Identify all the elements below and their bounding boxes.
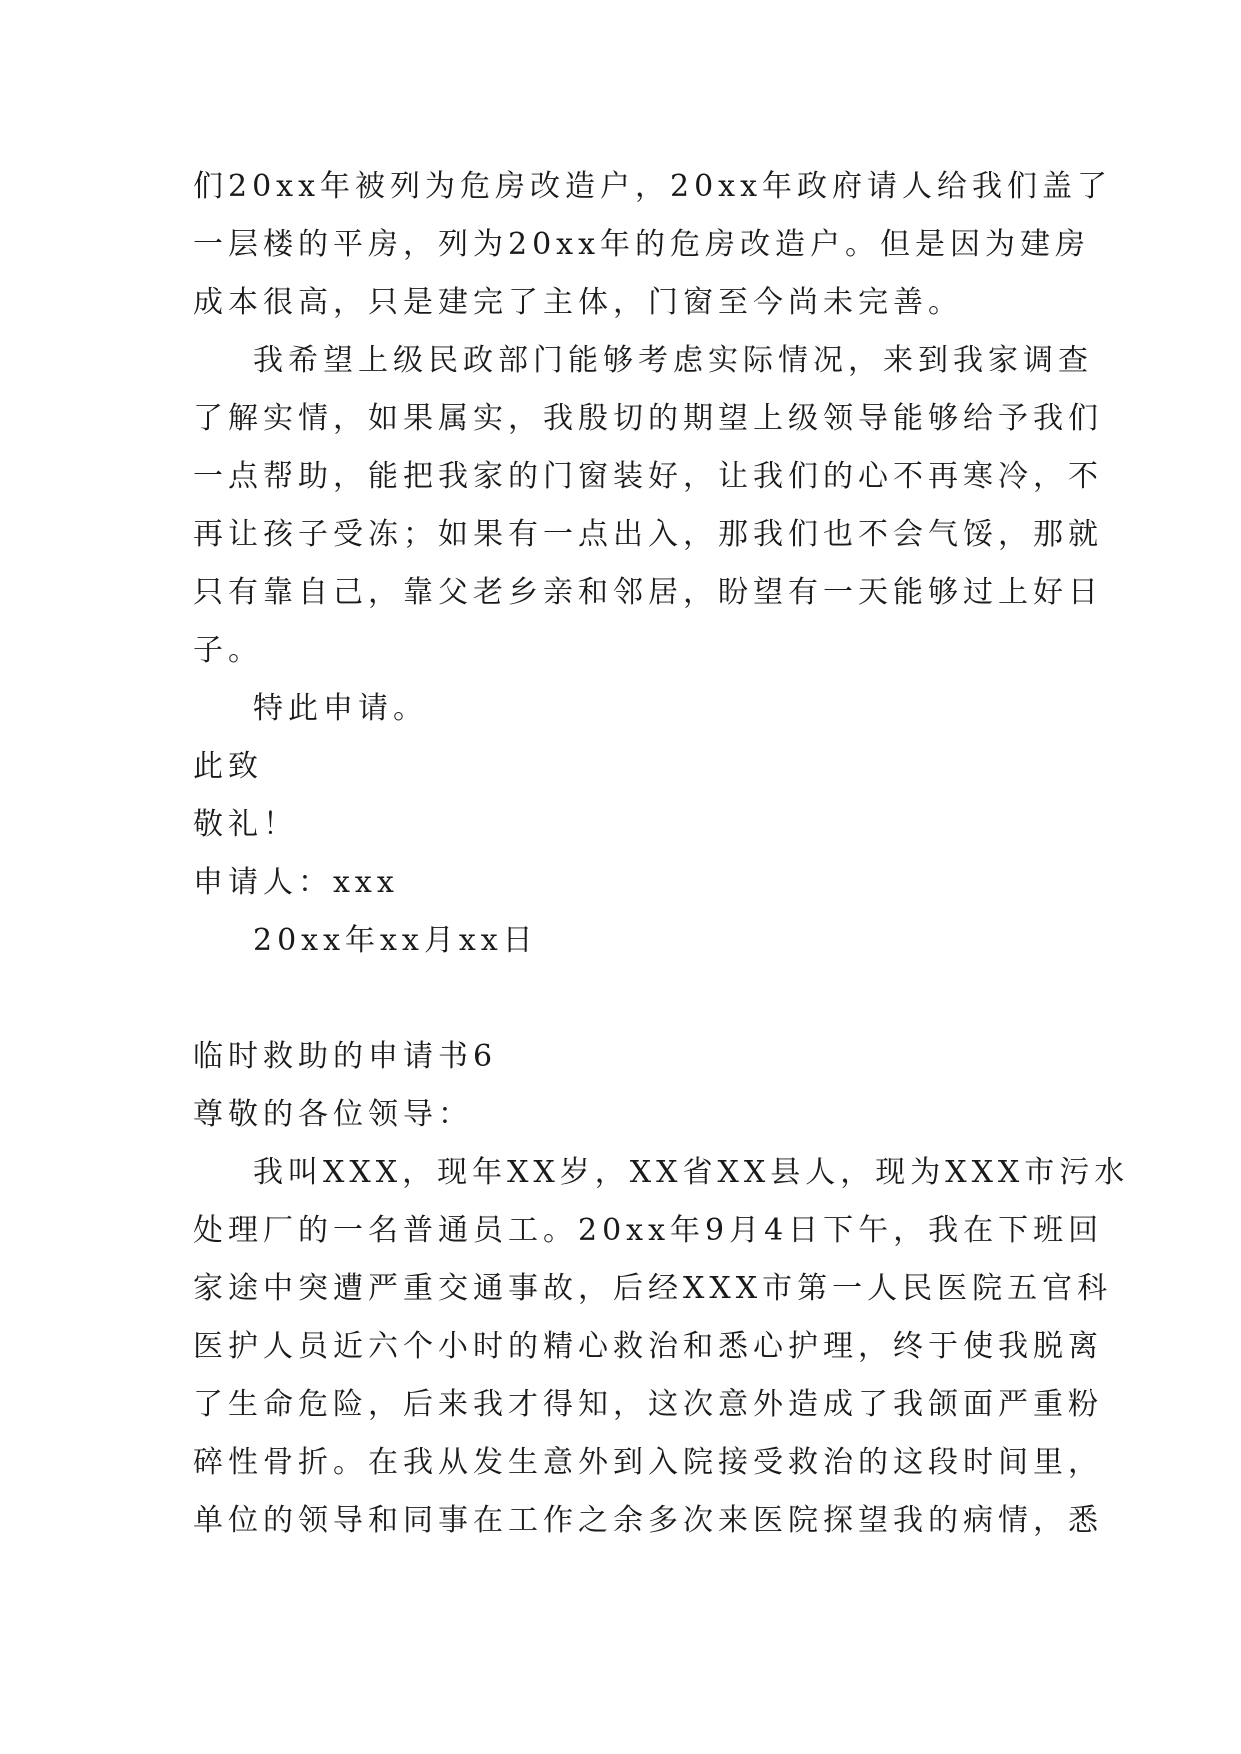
paragraph-line: 一点帮助，能把我家的门窗装好，让我们的心不再寒冷，不 (193, 459, 1103, 494)
paragraph-line: 只有靠自己，靠父老乡亲和邻居，盼望有一天能够过上好日 (193, 575, 1103, 610)
date-line: 20xx年xx月xx日 (253, 923, 538, 958)
paragraph-line: 了生命危险，后来我才得知，这次意外造成了我颌面严重粉 (193, 1387, 1103, 1422)
paragraph-line: 家途中突遭严重交通事故，后经XXX市第一人民医院五官科 (193, 1271, 1113, 1306)
applicant-line: 申请人：xxx (193, 865, 399, 900)
paragraph-line: 医护人员近六个小时的精心救治和悉心护理，终于使我脱离 (193, 1329, 1103, 1364)
greeting-line: 尊敬的各位领导： (193, 1097, 473, 1132)
paragraph-line: 们20xx年被列为危房改造户，20xx年政府请人给我们盖了 (193, 169, 1113, 204)
paragraph-line: 子。 (193, 633, 263, 668)
paragraph-line: 再让孩子受冻；如果有一点出入，那我们也不会气馁，那就 (193, 517, 1103, 552)
paragraph-line: 了解实情，如果属实，我殷切的期望上级领导能够给予我们 (193, 401, 1103, 436)
closing-statement: 特此申请。 (253, 691, 428, 726)
paragraph-line: 我叫XXX，现年XX岁，XX省XX县人，现为XXX市污水 (253, 1155, 1130, 1190)
salutation-line: 此致 (193, 749, 263, 784)
salutation-line: 敬礼！ (193, 807, 298, 842)
paragraph-line: 我希望上级民政部门能够考虑实际情况，来到我家调查 (253, 343, 1093, 378)
paragraph-line: 一层楼的平房，列为20xx年的危房改造户。但是因为建房 (193, 227, 1091, 262)
paragraph-line: 处理厂的一名普通员工。20xx年9月4日下午，我在下班回 (193, 1213, 1104, 1248)
section-title: 临时救助的申请书6 (193, 1039, 498, 1074)
paragraph-line: 单位的领导和同事在工作之余多次来医院探望我的病情，悉 (193, 1503, 1103, 1538)
paragraph-line: 成本很高，只是建完了主体，门窗至今尚未完善。 (193, 285, 963, 320)
paragraph-line: 碎性骨折。在我从发生意外到入院接受救治的这段时间里， (193, 1445, 1103, 1480)
